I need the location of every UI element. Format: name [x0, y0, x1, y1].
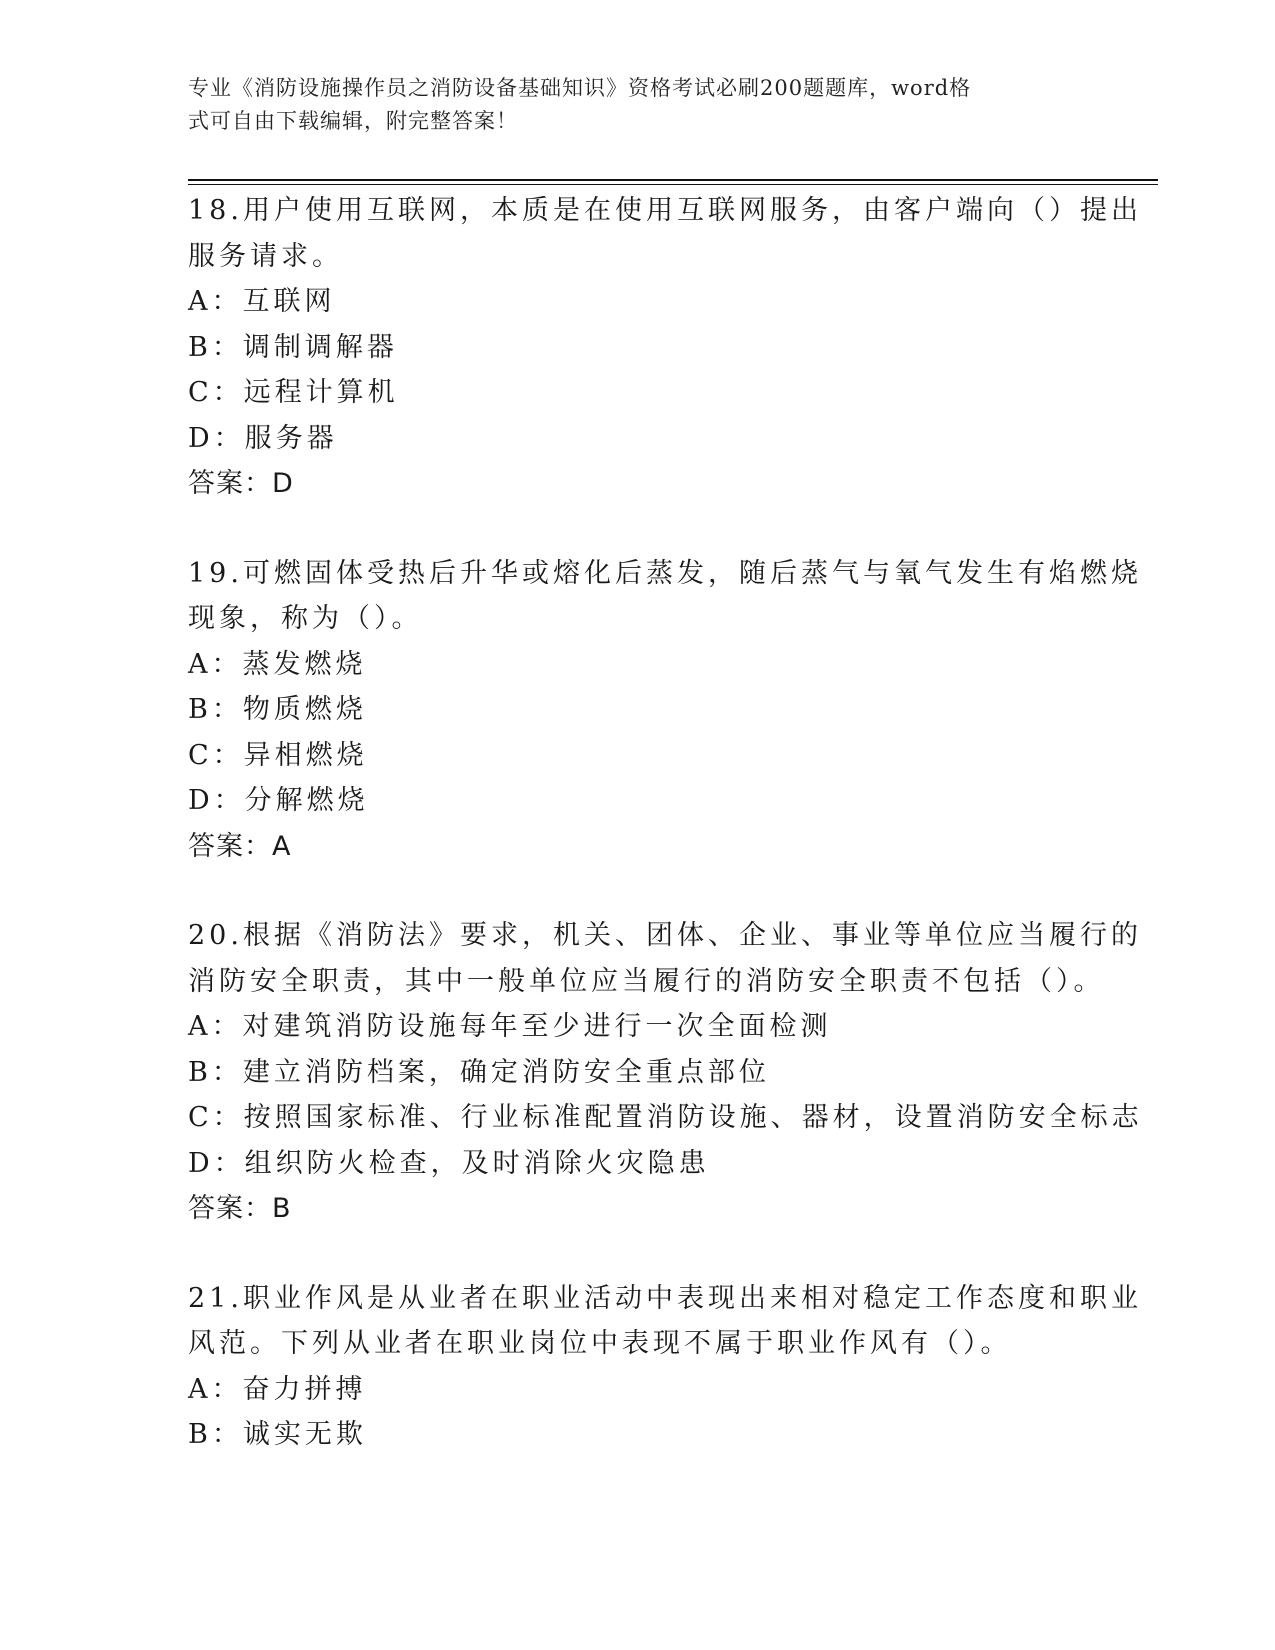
option-c: C：远程计算机 [188, 377, 399, 408]
answer-label: 答案：D [188, 468, 294, 499]
option-a: A：奋力拼搏 [188, 1373, 367, 1405]
question-stem-line: 18.用户使用互联网，本质是在使用互联网服务，由客户端向（）提出 [188, 195, 1142, 226]
option-b: B：物质燃烧 [188, 694, 367, 725]
question-list [188, 188, 1143, 1502]
option-a: A：蒸发燃烧 [188, 648, 367, 680]
option-b: B：建立消防档案，确定消防安全重点部位 [188, 1056, 770, 1088]
answer-label: 答案：B [188, 1193, 292, 1224]
option-d: D：组织防火检查，及时消除火灾隐患 [188, 1147, 710, 1179]
option-a: A：对建筑消防设施每年至少进行一次全面检测 [188, 1011, 832, 1042]
option-c: C：按照国家标准、行业标准配置消防设施、器材，设置消防安全标志 [188, 1102, 1143, 1133]
question-19 [188, 551, 1142, 870]
question-stem-line: 消防安全职责，其中一般单位应当履行的消防安全职责不包括（）。 [188, 965, 1105, 997]
question-stem-line: 风范。下列从业者在职业岗位中表现不属于职业作风有（）。 [188, 1328, 1012, 1359]
option-c: C：异相燃烧 [188, 739, 368, 771]
option-b: B：调制调解器 [188, 331, 398, 363]
option-d: D：分解燃烧 [188, 785, 369, 816]
question-stem-line: 19.可燃固体受热后升华或熔化后蒸发，随后蒸气与氧气发生有焰燃烧 [188, 557, 1142, 589]
answer-label: 答案：A [188, 830, 292, 862]
header-divider-thick [188, 179, 1158, 181]
question-stem-line: 20.根据《消防法》要求，机关、团体、企业、事业等单位应当履行的 [188, 920, 1142, 951]
question-stem-line: 现象，称为（）。 [188, 603, 423, 634]
question-stem-line: 服务请求。 [188, 240, 343, 272]
question-18 [188, 188, 1142, 507]
header-line-1: 专业《消防设施操作员之消防设备基础知识》资格考试必刷200题题库，word格 [188, 76, 972, 100]
question-21 [188, 1276, 1142, 1458]
question-20 [188, 913, 1143, 1232]
question-stem-line: 21.职业作风是从业者在职业活动中表现出来相对稳定工作态度和职业 [188, 1282, 1142, 1314]
header-divider-thin [188, 184, 1158, 185]
option-b: B：诚实无欺 [188, 1419, 367, 1450]
option-d: D：服务器 [188, 422, 338, 454]
document-header [188, 72, 1068, 138]
header-line-2: 式可自由下载编辑，附完整答案！ [188, 109, 518, 133]
option-a: A：互联网 [188, 286, 336, 317]
